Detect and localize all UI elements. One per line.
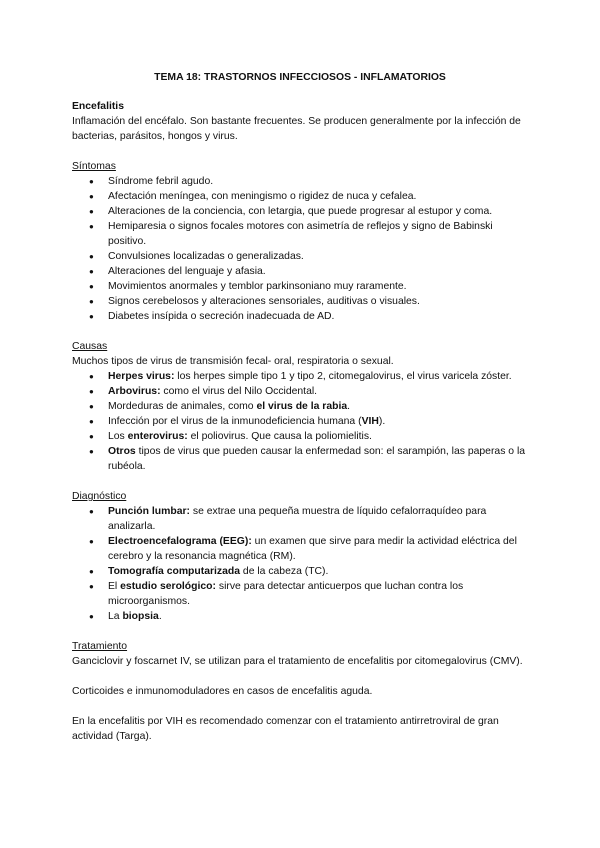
list-item: ● Mordeduras de animales, como el virus de la rabia.: [108, 399, 528, 414]
list-item: ● Otros tipos de virus que pueden causar la enfermedad son: el sarampión, las paperas o la rubéola.: [108, 444, 528, 474]
tratamiento-paragraph-3: En la encefalitis por VIH es recomendado comenzar con el tratamiento antirretroviral de gran actividad (Targa).: [72, 716, 499, 742]
sintomas-heading: Síntomas: [72, 161, 116, 172]
list-item: ● Los enterovirus: el poliovirus. Que causa la poliomielitis.: [108, 429, 528, 444]
causas-heading: Causas: [72, 341, 108, 352]
list-item: ● Electroencefalograma (EEG): un examen que sirve para medir la actividad eléctrica del cerebro y la resonancia magnética (RM).: [108, 534, 528, 564]
list-item: ● Signos cerebelosos y alteraciones sensoriales, auditivas o visuales.: [108, 294, 528, 309]
list-item: ● El estudio serológico: sirve para detectar anticuerpos que luchan contra los microorganismos.: [108, 579, 528, 609]
list-item: ● Infección por el virus de la inmunodeficiencia humana (VIH).: [108, 414, 528, 429]
list-item: ● Convulsiones localizadas o generalizadas.: [108, 249, 528, 264]
encefalitis-definition: Inflamación del encéfalo. Son bastante frecuentes. Se producen generalmente por la infección de bacterias, parásitos, hongos y virus.: [72, 116, 521, 142]
list-item: ● Hemiparesia o signos focales motores con asimetría de reflejos y signo de Babinski positivo.: [108, 219, 528, 249]
sintomas-list: [72, 174, 528, 324]
list-item: ● La biopsia.: [108, 609, 528, 624]
document-title: TEMA 18: TRASTORNOS INFECCIOSOS - INFLAMATORIOS: [154, 72, 446, 83]
tratamiento-heading: Tratamiento: [72, 641, 128, 652]
list-item: ● Síndrome febril agudo.: [108, 174, 528, 189]
causas-intro: Muchos tipos de virus de transmisión fecal- oral, respiratoria o sexual.: [72, 356, 394, 367]
list-item: ● Herpes virus: los herpes simple tipo 1 y tipo 2, citomegalovirus, el virus varicela zóster.: [108, 369, 528, 384]
list-item: ● Movimientos anormales y temblor parkinsoniano muy raramente.: [108, 279, 528, 294]
list-item: ● Punción lumbar: se extrae una pequeña muestra de líquido cefalorraquídeo para analizarla.: [108, 504, 528, 534]
list-item: ● Diabetes insípida o secreción inadecuada de AD.: [108, 309, 528, 324]
list-item: ● Tomografía computarizada de la cabeza (TC).: [108, 564, 528, 579]
diagnostico-heading: Diagnóstico: [72, 491, 127, 502]
tratamiento-paragraph-1: Ganciclovir y foscarnet IV, se utilizan para el tratamiento de encefalitis por citomegalovirus (CMV).: [72, 656, 523, 667]
encefalitis-heading: Encefalitis: [72, 101, 124, 112]
list-item: ● Alteraciones del lenguaje y afasia.: [108, 264, 528, 279]
list-item: ● Afectación meníngea, con meningismo o rigidez de nuca y cefalea.: [108, 189, 528, 204]
causas-list: [72, 369, 528, 474]
tratamiento-paragraph-2: Corticoides e inmunomoduladores en casos de encefalitis aguda.: [72, 686, 373, 697]
list-item: ● Arbovirus: como el virus del Nilo Occidental.: [108, 384, 528, 399]
diagnostico-list: [72, 504, 528, 624]
list-item: ● Alteraciones de la conciencia, con letargia, que puede progresar al estupor y coma.: [108, 204, 528, 219]
